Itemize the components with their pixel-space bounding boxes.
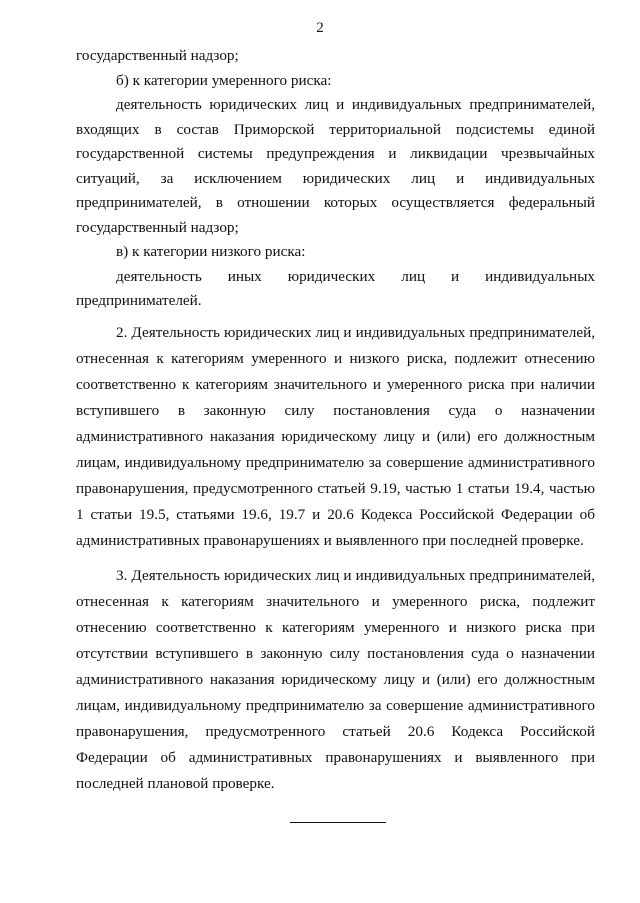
paragraph-low-risk-activity: деятельность иных юридических лиц и индивидуальных предпринимателей. [76,267,595,309]
paragraph-low-risk-heading: в) к категории низкого риска: [116,243,306,260]
paragraph-item-2: 2. Деятельность юридических лиц и индивидуальных предпринимателей, отнесенная к категориям умеренного и низкого риска, подлежит отнесению соответственно к категориям значительного и умеренного риска при наличии вступившего в законную силу постановления суда о назначении административного наказания юридическому лицу и (или) его должностным лицам, индивидуальному предпринимателю за совершение административного правонарушения, предусмотренного статьей 9.19, частью 1 статьи 19.4, частью 1 статьи 19.5, статьями 19.6, 19.7 и 20.6 Кодекса Российской Федерации об административных правонарушениях и выявленного при последней проверке. [76,323,595,549]
paragraph-state-supervision-end: государственный надзор; [76,47,239,64]
document-body [76,44,595,797]
paragraph-group-risk-categories [76,44,595,314]
paragraph-moderate-risk-activity: деятельность юридических лиц и индивидуальных предпринимателей, входящих в состав Приморской территориальной подсистемы единой государственной системы предупреждения и ликвидации чрезвычайных ситуаций, за исключением юридических лиц и индивидуальных предпринимателей, в отношении которых осуществляется федеральный государственный надзор; [76,96,595,236]
paragraph-item-3: 3. Деятельность юридических лиц и индивидуальных предпринимателей, отнесенная к категориям значительного и умеренного риска, подлежит отнесению соответственно к категориям умеренного и низкого риска при отсутствии вступившего в законную силу постановления суда о назначении административного наказания юридическому лицу и (или) его должностным лицам, индивидуальному предпринимателю за совершение административного правонарушения, предусмотренного статьей 20.6 Кодекса Российской Федерации об административных правонарушениях и выявленного при последней плановой проверке. [76,566,595,792]
page-number: 2 [316,20,324,36]
paragraph-moderate-risk-heading: б) к категории умеренного риска: [116,71,332,89]
paragraph-group-reclassification [76,320,595,797]
closing-divider-line [290,822,386,823]
